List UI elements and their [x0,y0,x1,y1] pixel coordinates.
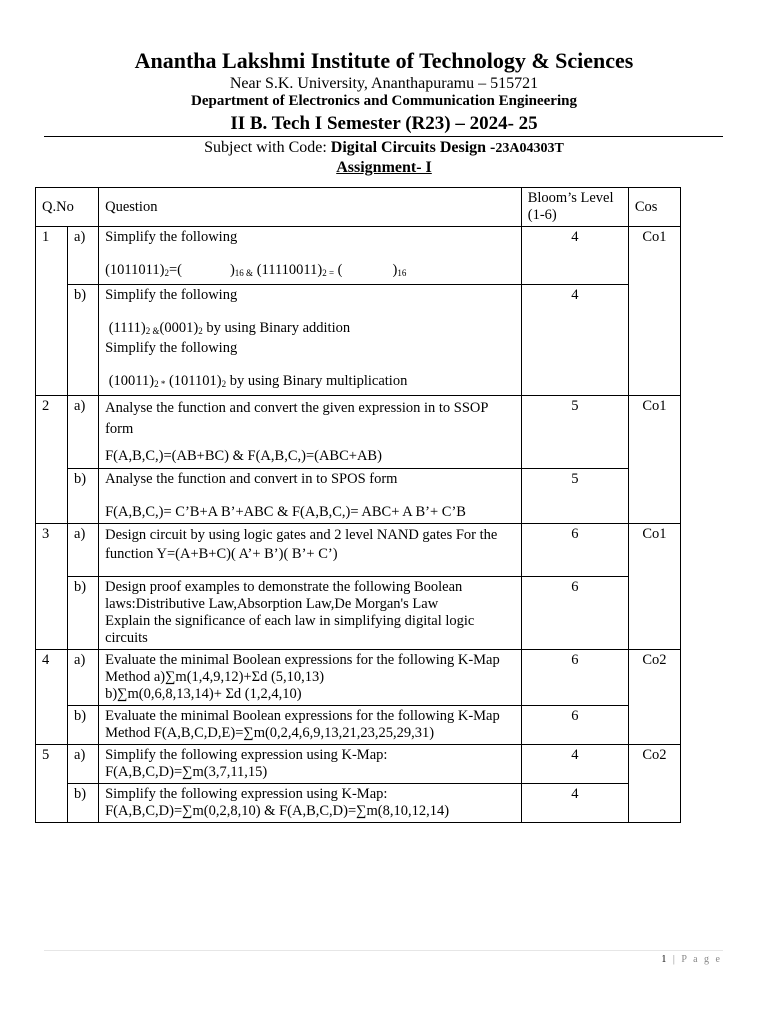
question-line: F(A,B,C,D)=∑m(3,7,11,15) [105,764,268,780]
course-outcome: Co1 [628,227,680,396]
sub-label: a) [68,650,99,706]
table-row [36,577,681,650]
header-cos: Cos [628,188,680,227]
question-text [99,745,522,784]
question-text [99,650,522,706]
course-outcome: Co1 [628,524,680,650]
course-outcome: Co1 [628,396,680,524]
question-line: Simplify the following [105,340,238,356]
bloom-level: 6 [521,650,628,706]
question-text [99,577,522,650]
semester-title: II B. Tech I Semester (R23) – 2024- 25 [230,113,538,134]
table-row [36,650,681,706]
table-row [36,396,681,469]
bloom-level: 6 [521,577,628,650]
question-line: Analyse the function and convert in to SPOS form [105,471,398,487]
question-line: Simplify the following [105,229,238,245]
question-line: Design proof examples to demonstrate the following Boolean laws:Distributive Law,Absorption Law,De Morgan's Law [105,579,463,612]
question-line: $(10011)_{2 *}$ $(101101)_2$ by using Binary multiplication [108,373,408,389]
question-line: $(1011011)_2=$( )$_{16 \&}$ $(11110011)_{2 =}$ ( )$_{16}$ [105,262,407,278]
question-text: Design circuit by using logic gates and 2 level NAND gates For the function Y=(A+B+C)( A’+ B’)( B’+ C’) [99,524,522,577]
institute-address: Near S.K. University, Ananthapuramu – 515721 [229,75,539,92]
bloom-level: 5 [521,469,628,524]
question-number: 1 [36,227,68,396]
sub-label: b) [68,469,99,524]
subject-code: 23A04303T [495,141,564,156]
header-qno: Q.No [36,188,99,227]
sub-label: b) [68,706,99,745]
subject-line [0,139,768,157]
question-line: Explain the significance of each law in simplifying digital logic circuits [105,613,475,646]
subject-prefix: Subject with Code: [204,139,331,156]
question-text [99,784,522,823]
question-line: F(A,B,C,D)=∑m(0,2,8,10) & F(A,B,C,D)=∑m(8,10,12,14) [105,803,450,819]
sub-label: a) [68,396,99,469]
sub-label: b) [68,784,99,823]
question-number: 3 [36,524,68,650]
questions-table [35,187,681,823]
bloom-level: 6 [521,706,628,745]
sub-label: a) [68,227,99,285]
header-blooms: Bloom’s Level (1-6) [521,188,628,227]
department-name: Department of Electronics and Communication Engineering [191,93,577,109]
table-row [36,745,681,784]
question-number: 2 [36,396,68,524]
question-line: Simplify the following expression using K-Map: [105,747,388,763]
table-row [36,706,681,745]
page-number: 1 [661,954,669,965]
table-header-row [36,188,681,227]
assignment-title: Assignment- I [336,159,432,176]
table-row [36,784,681,823]
sub-label: b) [68,577,99,650]
bloom-level: 4 [521,227,628,285]
footer-rule [44,950,723,951]
course-outcome: Co2 [628,745,680,823]
table-row [36,469,681,524]
question-line: F(A,B,C,)=(AB+BC) & F(A,B,C,)=(ABC+AB) [105,448,382,464]
subject-name: Digital Circuits Design - [330,139,496,156]
bloom-level: 4 [521,784,628,823]
sub-label: b) [68,285,99,396]
bloom-level: 6 [521,524,628,577]
course-outcome: Co2 [628,650,680,745]
question-line: Simplify the following expression using K-Map: [105,786,388,802]
bloom-level: 4 [521,745,628,784]
question-text: Evaluate the minimal Boolean expressions for the following K-Map Method F(A,B,C,D,E)=∑m(0,2,4,6,9,13,21,23,25,29,31) [99,706,522,745]
question-line: b)∑m(0,6,8,13,14)+ Σd (1,2,4,10) [105,686,302,702]
table-row [36,285,681,396]
page-label: | P a g e [668,954,722,965]
header-rule [44,136,723,137]
sub-label: a) [68,524,99,577]
question-line: $(1111)_{2 \&}(0001)_2$ by using Binary addition [108,320,351,336]
institute-name: Anantha Lakshmi Institute of Technology & Sciences [134,48,634,73]
header-question: Question [99,188,522,227]
question-line: Evaluate the minimal Boolean expressions for the following K-Map Method a)∑m(1,4,9,12)+Σd (5,10,13) [105,652,500,685]
question-text [99,227,522,285]
question-line: Analyse the function and convert the given expression in to SSOP form [105,400,488,437]
sub-label: a) [68,745,99,784]
question-line: Simplify the following [105,287,238,303]
question-text [99,285,522,396]
question-text [99,469,522,524]
table-row [36,524,681,577]
bloom-level: 4 [521,285,628,396]
question-line: F(A,B,C,)= C’B+A B’+ABC & F(A,B,C,)= ABC+ A B’+ C’B [105,504,466,520]
table-row [36,227,681,285]
bloom-level: 5 [521,396,628,469]
page-footer [661,954,722,965]
question-text [99,396,522,469]
question-number: 5 [36,745,68,823]
question-number: 4 [36,650,68,745]
